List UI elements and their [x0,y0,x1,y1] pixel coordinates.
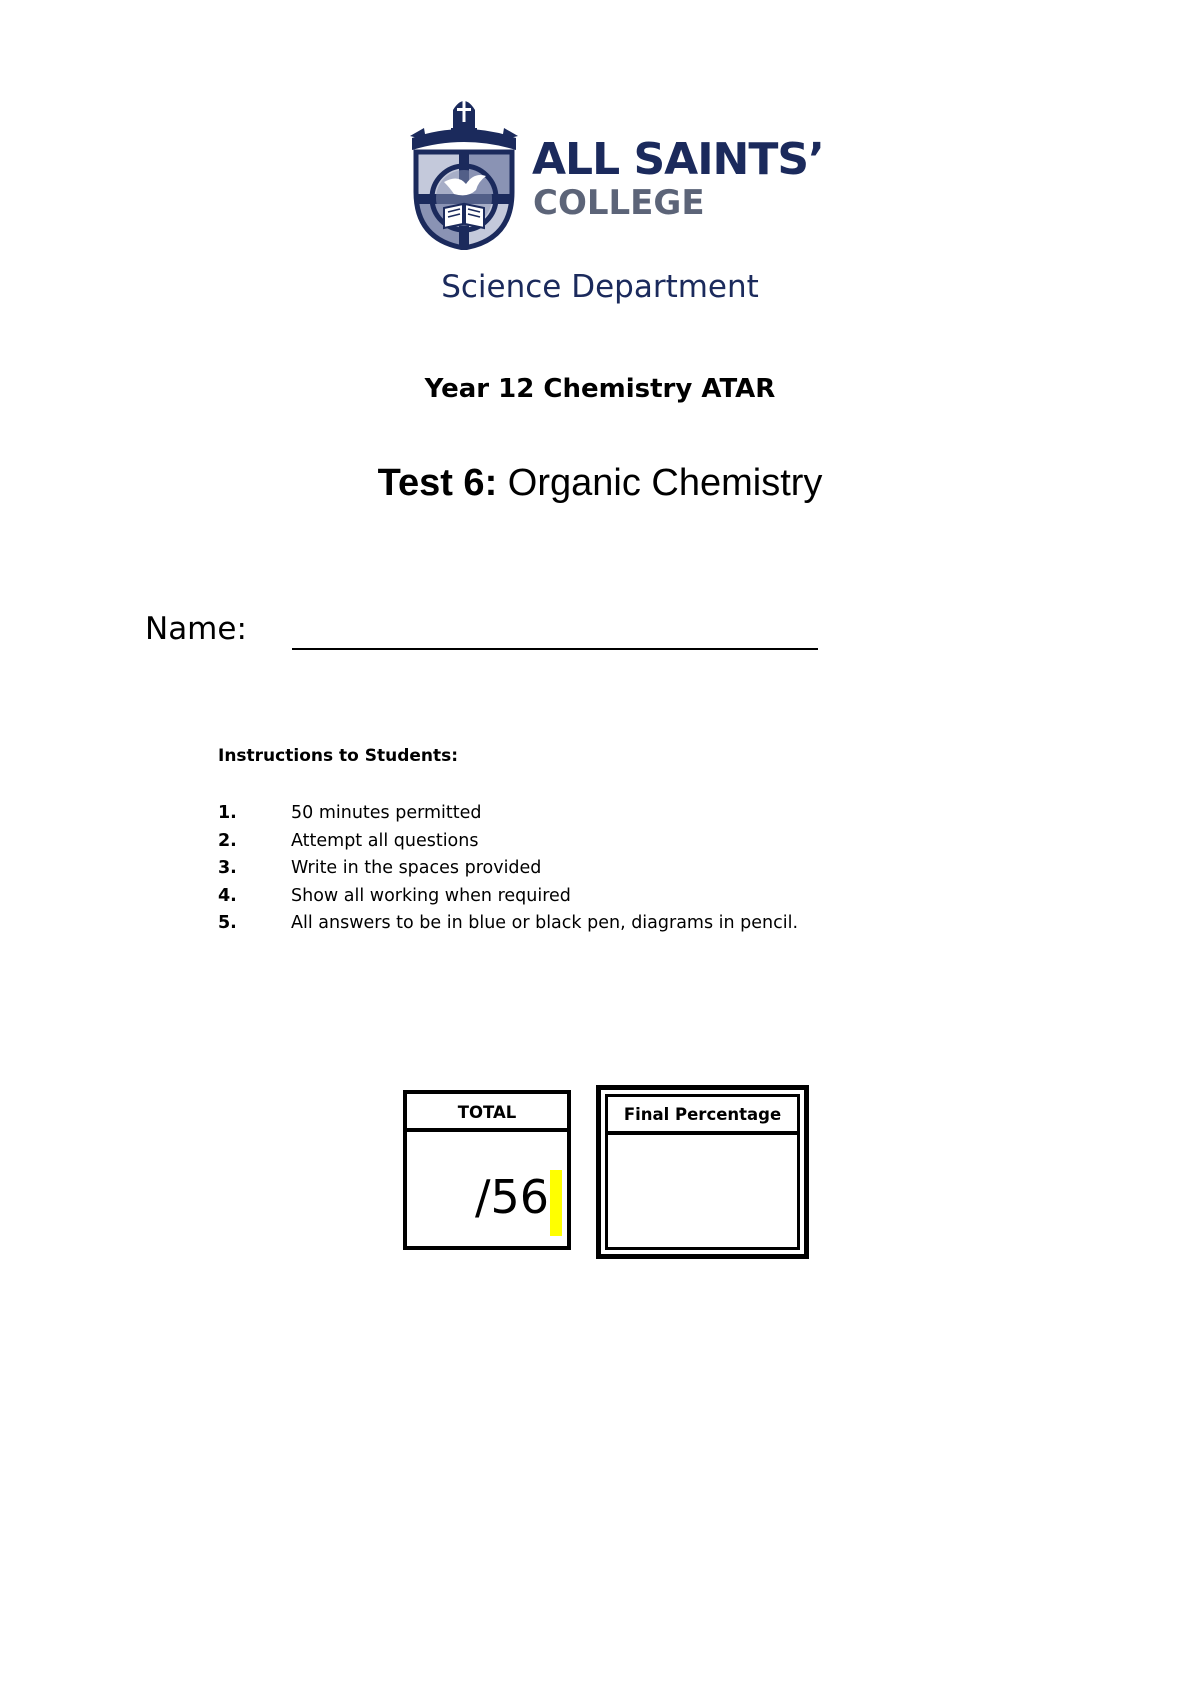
instruction-number: 5. [218,913,237,933]
instruction-item [218,855,1018,883]
total-score-box [403,1090,571,1250]
final-percentage-inner [605,1094,800,1250]
logo-wordmark-line2: COLLEGE [533,183,705,223]
instruction-text: Write in the spaces provided [291,858,542,878]
instruction-number: 4. [218,885,237,906]
name-write-line[interactable] [292,648,818,650]
instruction-text: All answers to be in blue or black pen, diagrams in pencil. [291,913,799,933]
instruction-item [218,828,1018,856]
total-marks: /56 [475,1170,550,1224]
final-percentage-label: Final Percentage [608,1097,797,1135]
instruction-number: 1. [218,803,237,823]
logo-wordmark-line1: ALL SAINTS’ [532,134,824,185]
total-label: TOTAL [407,1094,567,1132]
instruction-item [218,800,1018,828]
instruction-text: Show all working when required [291,885,571,906]
test-number: Test 6: [377,462,498,504]
department-title: Science Department [441,269,759,305]
test-topic: Organic Chemistry [507,462,823,504]
highlight-mark [550,1170,562,1236]
instruction-item [218,910,1018,938]
instructions-list [218,800,1018,938]
course-title: Year 12 Chemistry ATAR [424,374,776,404]
instruction-number: 3. [218,858,237,878]
final-percentage-box [596,1085,809,1259]
instruction-item [218,883,1018,911]
test-title [0,464,1200,502]
name-label: Name: [145,611,247,647]
instruction-text: 50 minutes permitted [291,803,482,823]
instruction-number: 2. [218,830,237,851]
instruction-text: Attempt all questions [291,830,479,851]
school-crest-icon [408,90,520,250]
instructions-heading: Instructions to Students: [218,746,459,766]
